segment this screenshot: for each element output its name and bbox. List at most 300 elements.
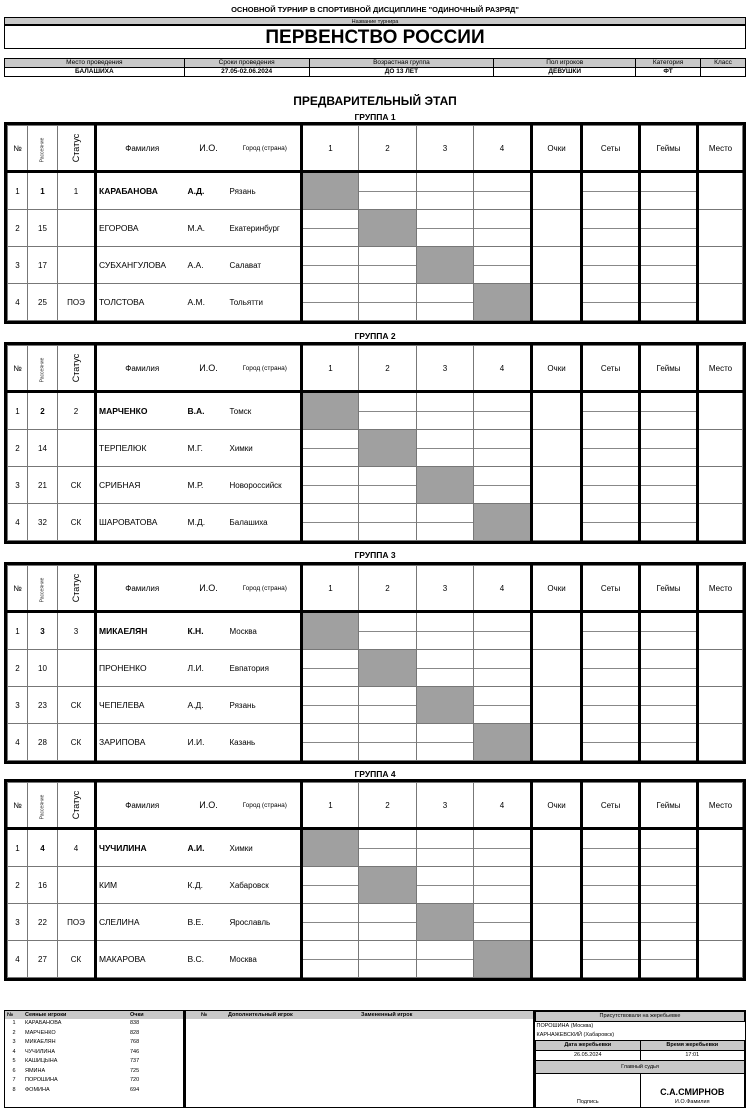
games-cell[interactable] <box>640 210 698 247</box>
games-cell[interactable] <box>640 904 698 941</box>
status-header-label: Статус <box>70 790 81 820</box>
seeded-num: 2 <box>12 1029 16 1036</box>
place-cell[interactable] <box>698 612 743 650</box>
match-score-cell[interactable] <box>417 829 474 867</box>
player-seed: 3 <box>28 612 58 650</box>
sets-cell[interactable] <box>582 392 640 430</box>
seeded-name-header: Сеяные игроки <box>23 1011 128 1019</box>
match-score-cell[interactable] <box>474 392 532 430</box>
sub-additional-header: Дополнительный игрок <box>228 1012 293 1018</box>
sub-num-header: № <box>201 1012 208 1018</box>
match-score-cell[interactable] <box>474 867 532 904</box>
player-seed: 25 <box>28 284 58 321</box>
stage-title: ПРЕДВАРИТЕЛЬНЫЙ ЭТАП <box>293 94 457 108</box>
player-initials: М.А. <box>188 210 230 247</box>
player-row <box>8 172 743 210</box>
col-place-header: Место <box>698 126 743 172</box>
self-match-cell <box>417 247 474 284</box>
col-city-header: Город (страна) <box>230 783 302 829</box>
player-row <box>8 941 743 978</box>
sets-cell[interactable] <box>582 904 640 941</box>
player-seed: 17 <box>28 247 58 284</box>
col-status-header <box>58 346 96 392</box>
self-match-cell <box>359 650 417 687</box>
player-surname: СЛЕЛИНА <box>96 904 188 941</box>
match-score-cell[interactable] <box>417 612 474 650</box>
place-cell[interactable] <box>698 210 743 247</box>
player-surname: ТЕРПЕЛЮК <box>96 430 188 467</box>
player-seed: 16 <box>28 867 58 904</box>
match-score-cell[interactable] <box>417 284 474 321</box>
match-score-cell[interactable] <box>474 430 532 467</box>
player-initials: Л.И. <box>188 650 230 687</box>
col-opponent-2-header: 2 <box>359 783 417 829</box>
player-row <box>8 247 743 284</box>
group-table-1 <box>4 122 746 324</box>
seeded-name: ПОРОШИНА <box>25 1077 58 1083</box>
match-score-cell[interactable] <box>302 687 359 724</box>
player-num: 3 <box>8 247 28 284</box>
place-cell[interactable] <box>698 247 743 284</box>
sets-cell[interactable] <box>582 612 640 650</box>
col-opponent-1-header: 1 <box>302 566 359 612</box>
col-opponent-3-header: 3 <box>417 783 474 829</box>
sets-cell[interactable] <box>582 284 640 321</box>
player-seed: 4 <box>28 829 58 867</box>
games-cell[interactable] <box>640 650 698 687</box>
player-surname: МАРЧЕНКО <box>96 392 188 430</box>
games-cell[interactable] <box>640 941 698 978</box>
match-score-cell[interactable] <box>359 284 417 321</box>
games-cell[interactable] <box>640 284 698 321</box>
match-score-cell[interactable] <box>417 430 474 467</box>
match-score-cell[interactable] <box>417 210 474 247</box>
col-seed-header <box>28 346 58 392</box>
draw-time-label: Время жеребьевки <box>640 1041 745 1051</box>
match-score-cell[interactable] <box>302 941 359 978</box>
player-num: 1 <box>8 392 28 430</box>
match-score-cell[interactable] <box>302 504 359 541</box>
match-score-cell[interactable] <box>474 172 532 210</box>
match-score-cell[interactable] <box>302 430 359 467</box>
col-num-header: № <box>8 126 28 172</box>
player-city: Химки <box>230 430 302 467</box>
player-status: СК <box>58 504 96 541</box>
self-match-cell <box>302 172 359 210</box>
player-row <box>8 430 743 467</box>
match-score-cell[interactable] <box>359 724 417 761</box>
match-score-cell[interactable] <box>474 612 532 650</box>
games-cell[interactable] <box>640 612 698 650</box>
player-num: 2 <box>8 650 28 687</box>
games-cell[interactable] <box>640 172 698 210</box>
player-surname: МАКАРОВА <box>96 941 188 978</box>
col-opponent-4-header: 4 <box>474 346 532 392</box>
place-cell[interactable] <box>698 284 743 321</box>
player-city: Евпатория <box>230 650 302 687</box>
player-city: Новороссийск <box>230 467 302 504</box>
player-seed: 27 <box>28 941 58 978</box>
seeded-points: 838 <box>130 1020 140 1026</box>
col-opponent-3-header: 3 <box>417 566 474 612</box>
seeded-name: МАРЧЕНКО <box>25 1029 56 1036</box>
col-sets-header: Сеты <box>582 126 640 172</box>
player-city: Москва <box>230 941 302 978</box>
gender-label: Пол игроков <box>494 59 636 68</box>
judge-cell <box>640 1074 745 1108</box>
col-seed-header <box>28 783 58 829</box>
seeded-points: 768 <box>130 1039 140 1045</box>
match-score-cell[interactable] <box>359 904 417 941</box>
player-row <box>8 867 743 904</box>
match-score-cell[interactable] <box>359 612 417 650</box>
player-num: 2 <box>8 430 28 467</box>
player-status: СК <box>58 724 96 761</box>
place-cell[interactable] <box>698 941 743 978</box>
col-status-header <box>58 566 96 612</box>
games-cell[interactable] <box>640 867 698 904</box>
group-table-3 <box>4 562 746 764</box>
player-initials: А.М. <box>188 284 230 321</box>
player-status: 1 <box>58 172 96 210</box>
match-score-cell[interactable] <box>302 650 359 687</box>
seeded-points: 725 <box>130 1067 140 1074</box>
player-city: Химки <box>230 829 302 867</box>
match-score-cell[interactable] <box>474 210 532 247</box>
col-num-header: № <box>8 783 28 829</box>
match-score-cell[interactable] <box>359 172 417 210</box>
group-title: ГРУППА 2 <box>354 331 396 341</box>
status-header-label: Статус <box>70 353 81 383</box>
col-sets-header: Сеты <box>582 346 640 392</box>
points-cell[interactable] <box>532 687 582 724</box>
draw-date-label: Дата жеребьевки <box>536 1041 641 1051</box>
venue-value: БАЛАШИХА <box>5 68 185 77</box>
sets-cell[interactable] <box>582 941 640 978</box>
player-initials: А.Д. <box>188 687 230 724</box>
col-status-header <box>58 783 96 829</box>
col-place-header: Место <box>698 566 743 612</box>
player-status <box>58 430 96 467</box>
player-initials: М.Д. <box>188 504 230 541</box>
player-seed: 14 <box>28 430 58 467</box>
match-score-cell[interactable] <box>302 210 359 247</box>
player-seed: 10 <box>28 650 58 687</box>
match-score-cell[interactable] <box>302 904 359 941</box>
games-cell[interactable] <box>640 724 698 761</box>
self-match-cell <box>417 467 474 504</box>
seeded-players-table <box>4 1010 184 1108</box>
match-score-cell[interactable] <box>359 392 417 430</box>
match-score-cell[interactable] <box>359 247 417 284</box>
player-seed: 21 <box>28 467 58 504</box>
draw-info-table <box>534 1010 746 1108</box>
player-status: ПОЭ <box>58 284 96 321</box>
player-surname: ПРОНЕНКО <box>96 650 188 687</box>
col-city-header: Город (страна) <box>230 566 302 612</box>
place-cell[interactable] <box>698 430 743 467</box>
sets-cell[interactable] <box>582 829 640 867</box>
points-cell[interactable] <box>532 430 582 467</box>
games-cell[interactable] <box>640 392 698 430</box>
present-person-2: КАРНАЖЕВСКИЙ (Хабаровск) <box>536 1032 615 1038</box>
player-num: 1 <box>8 172 28 210</box>
match-score-cell[interactable] <box>417 724 474 761</box>
seed-header-label: Рассеяние <box>39 137 46 162</box>
group-title: ГРУППА 1 <box>354 112 396 122</box>
match-score-cell[interactable] <box>359 467 417 504</box>
sets-cell[interactable] <box>582 467 640 504</box>
games-cell[interactable] <box>640 504 698 541</box>
player-surname: ЧУЧИЛИНА <box>96 829 188 867</box>
seeded-name: КАРАБАНОВА <box>25 1020 62 1026</box>
col-opponent-4-header: 4 <box>474 126 532 172</box>
place-cell[interactable] <box>698 904 743 941</box>
points-cell[interactable] <box>532 392 582 430</box>
player-city: Хабаровск <box>230 867 302 904</box>
col-seed-header <box>28 126 58 172</box>
col-status-header <box>58 126 96 172</box>
col-sets-header: Сеты <box>582 566 640 612</box>
sets-cell[interactable] <box>582 430 640 467</box>
match-score-cell[interactable] <box>474 829 532 867</box>
player-row <box>8 904 743 941</box>
sets-cell[interactable] <box>582 172 640 210</box>
points-cell[interactable] <box>532 904 582 941</box>
games-cell[interactable] <box>640 467 698 504</box>
draw-time: 17:01 <box>640 1051 745 1061</box>
self-match-cell <box>302 392 359 430</box>
place-cell[interactable] <box>698 829 743 867</box>
place-cell[interactable] <box>698 467 743 504</box>
games-cell[interactable] <box>640 829 698 867</box>
games-cell[interactable] <box>640 247 698 284</box>
games-cell[interactable] <box>640 430 698 467</box>
player-surname: ЕГОРОВА <box>96 210 188 247</box>
player-row <box>8 210 743 247</box>
seeded-points: 828 <box>130 1029 140 1036</box>
seeded-points: 746 <box>130 1048 140 1055</box>
match-score-cell[interactable] <box>417 650 474 687</box>
points-cell[interactable] <box>532 284 582 321</box>
match-score-cell[interactable] <box>302 284 359 321</box>
seeded-num: 8 <box>12 1086 16 1093</box>
seeded-player-row <box>5 1019 183 1029</box>
status-header-label: Статус <box>70 573 81 603</box>
col-opponent-1-header: 1 <box>302 783 359 829</box>
place-cell[interactable] <box>698 504 743 541</box>
seeded-num: 7 <box>12 1077 16 1083</box>
player-num: 4 <box>8 284 28 321</box>
player-status: 3 <box>58 612 96 650</box>
player-surname: МИКАЕЛЯН <box>96 612 188 650</box>
col-points-header: Очки <box>532 126 582 172</box>
self-match-cell <box>417 687 474 724</box>
player-surname: ШАРОВАТОВА <box>96 504 188 541</box>
place-cell[interactable] <box>698 867 743 904</box>
player-surname: ЗАРИПОВА <box>96 724 188 761</box>
player-city: Томск <box>230 392 302 430</box>
seeded-player-row <box>5 1038 183 1048</box>
points-cell[interactable] <box>532 247 582 284</box>
points-cell[interactable] <box>532 867 582 904</box>
player-initials: А.Д. <box>188 172 230 210</box>
points-cell[interactable] <box>532 650 582 687</box>
player-row <box>8 650 743 687</box>
class-label: Класс <box>701 59 746 68</box>
match-score-cell[interactable] <box>359 829 417 867</box>
col-points-header: Очки <box>532 783 582 829</box>
self-match-cell <box>359 430 417 467</box>
player-num: 4 <box>8 724 28 761</box>
player-status: 2 <box>58 392 96 430</box>
col-opponent-2-header: 2 <box>359 126 417 172</box>
match-score-cell[interactable] <box>417 867 474 904</box>
substitute-players-table <box>184 1010 534 1108</box>
player-initials: М.Р. <box>188 467 230 504</box>
sets-cell[interactable] <box>582 210 640 247</box>
points-cell[interactable] <box>532 724 582 761</box>
col-games-header: Геймы <box>640 783 698 829</box>
player-seed: 15 <box>28 210 58 247</box>
match-score-cell[interactable] <box>417 504 474 541</box>
seeded-player-row <box>5 1048 183 1058</box>
match-score-cell[interactable] <box>302 467 359 504</box>
match-score-cell[interactable] <box>302 867 359 904</box>
player-row <box>8 829 743 867</box>
seeded-num: 4 <box>12 1048 16 1055</box>
match-score-cell[interactable] <box>474 687 532 724</box>
player-row <box>8 284 743 321</box>
player-seed: 32 <box>28 504 58 541</box>
col-points-header: Очки <box>532 346 582 392</box>
points-cell[interactable] <box>532 172 582 210</box>
seeded-name: МИКАЕЛЯН <box>25 1039 56 1045</box>
signature-label: Подпись <box>536 1074 641 1108</box>
age-group-label: Возрастная группа <box>309 59 494 68</box>
self-match-cell <box>302 829 359 867</box>
col-place-header: Место <box>698 783 743 829</box>
player-row <box>8 392 743 430</box>
games-cell[interactable] <box>640 687 698 724</box>
tournament-info-table <box>4 58 746 77</box>
place-cell[interactable] <box>698 687 743 724</box>
seeded-name: ЯМИНА <box>25 1067 46 1074</box>
points-cell[interactable] <box>532 612 582 650</box>
col-city-header: Город (страна) <box>230 126 302 172</box>
col-opponent-3-header: 3 <box>417 346 474 392</box>
group-table-4 <box>4 779 746 981</box>
match-score-cell[interactable] <box>417 392 474 430</box>
points-cell[interactable] <box>532 210 582 247</box>
col-seed-header <box>28 566 58 612</box>
sets-cell[interactable] <box>582 687 640 724</box>
seeded-num-header: № <box>5 1011 23 1019</box>
player-num: 3 <box>8 904 28 941</box>
match-score-cell[interactable] <box>302 724 359 761</box>
player-surname: ТОЛСТОВА <box>96 284 188 321</box>
player-city: Тольятти <box>230 284 302 321</box>
seed-header-label: Рассеяние <box>39 577 46 602</box>
sets-cell[interactable] <box>582 504 640 541</box>
col-opponent-3-header: 3 <box>417 126 474 172</box>
player-num: 4 <box>8 504 28 541</box>
col-surname-header: Фамилия <box>96 346 188 392</box>
player-initials: В.Е. <box>188 904 230 941</box>
match-score-cell[interactable] <box>417 172 474 210</box>
self-match-cell <box>474 941 532 978</box>
player-status <box>58 867 96 904</box>
seeded-points-header: Очки <box>128 1011 183 1019</box>
player-initials: К.Н. <box>188 612 230 650</box>
seed-header-label: Рассеяние <box>39 794 46 819</box>
place-cell[interactable] <box>698 392 743 430</box>
seed-header-label: Рассеяние <box>39 357 46 382</box>
player-surname: КИМ <box>96 867 188 904</box>
match-score-cell[interactable] <box>302 247 359 284</box>
match-score-cell[interactable] <box>474 650 532 687</box>
match-score-cell[interactable] <box>474 247 532 284</box>
sets-cell[interactable] <box>582 247 640 284</box>
player-city: Ярославль <box>230 904 302 941</box>
player-status: СК <box>58 687 96 724</box>
seeded-name: ЧУЧИЛИНА <box>25 1048 55 1055</box>
substitute-header-row <box>186 1011 533 1019</box>
player-seed: 1 <box>28 172 58 210</box>
self-match-cell <box>474 504 532 541</box>
match-score-cell[interactable] <box>474 467 532 504</box>
player-initials: К.Д. <box>188 867 230 904</box>
points-cell[interactable] <box>532 504 582 541</box>
sets-cell[interactable] <box>582 650 640 687</box>
seeded-name: ФОМИНА <box>25 1086 50 1093</box>
player-city: Казань <box>230 724 302 761</box>
match-score-cell[interactable] <box>359 687 417 724</box>
group-title: ГРУППА 4 <box>354 769 396 779</box>
present-label: Присутствовали на жеребьевке <box>536 1012 745 1022</box>
match-score-cell[interactable] <box>359 941 417 978</box>
sets-cell[interactable] <box>582 724 640 761</box>
points-cell[interactable] <box>532 829 582 867</box>
place-cell[interactable] <box>698 724 743 761</box>
col-games-header: Геймы <box>640 126 698 172</box>
player-num: 4 <box>8 941 28 978</box>
col-opponent-2-header: 2 <box>359 346 417 392</box>
player-num: 1 <box>8 829 28 867</box>
points-cell[interactable] <box>532 941 582 978</box>
player-num: 2 <box>8 210 28 247</box>
player-seed: 23 <box>28 687 58 724</box>
match-score-cell[interactable] <box>359 504 417 541</box>
col-sets-header: Сеты <box>582 783 640 829</box>
sets-cell[interactable] <box>582 867 640 904</box>
document-title: ОСНОВНОЙ ТУРНИР В СПОРТИВНОЙ ДИСЦИПЛИНЕ "ОДИНОЧНЫЙ РАЗРЯД" <box>231 5 519 14</box>
place-cell[interactable] <box>698 650 743 687</box>
player-num: 2 <box>8 867 28 904</box>
col-initials-header: И.О. <box>188 126 230 172</box>
player-row <box>8 504 743 541</box>
points-cell[interactable] <box>532 467 582 504</box>
match-score-cell[interactable] <box>417 941 474 978</box>
col-num-header: № <box>8 346 28 392</box>
col-opponent-4-header: 4 <box>474 783 532 829</box>
player-surname: ЧЕПЕЛЕВА <box>96 687 188 724</box>
player-seed: 2 <box>28 392 58 430</box>
player-initials: М.Г. <box>188 430 230 467</box>
place-cell[interactable] <box>698 172 743 210</box>
match-score-cell[interactable] <box>474 904 532 941</box>
age-group-value: ДО 13 ЛЕТ <box>309 68 494 77</box>
